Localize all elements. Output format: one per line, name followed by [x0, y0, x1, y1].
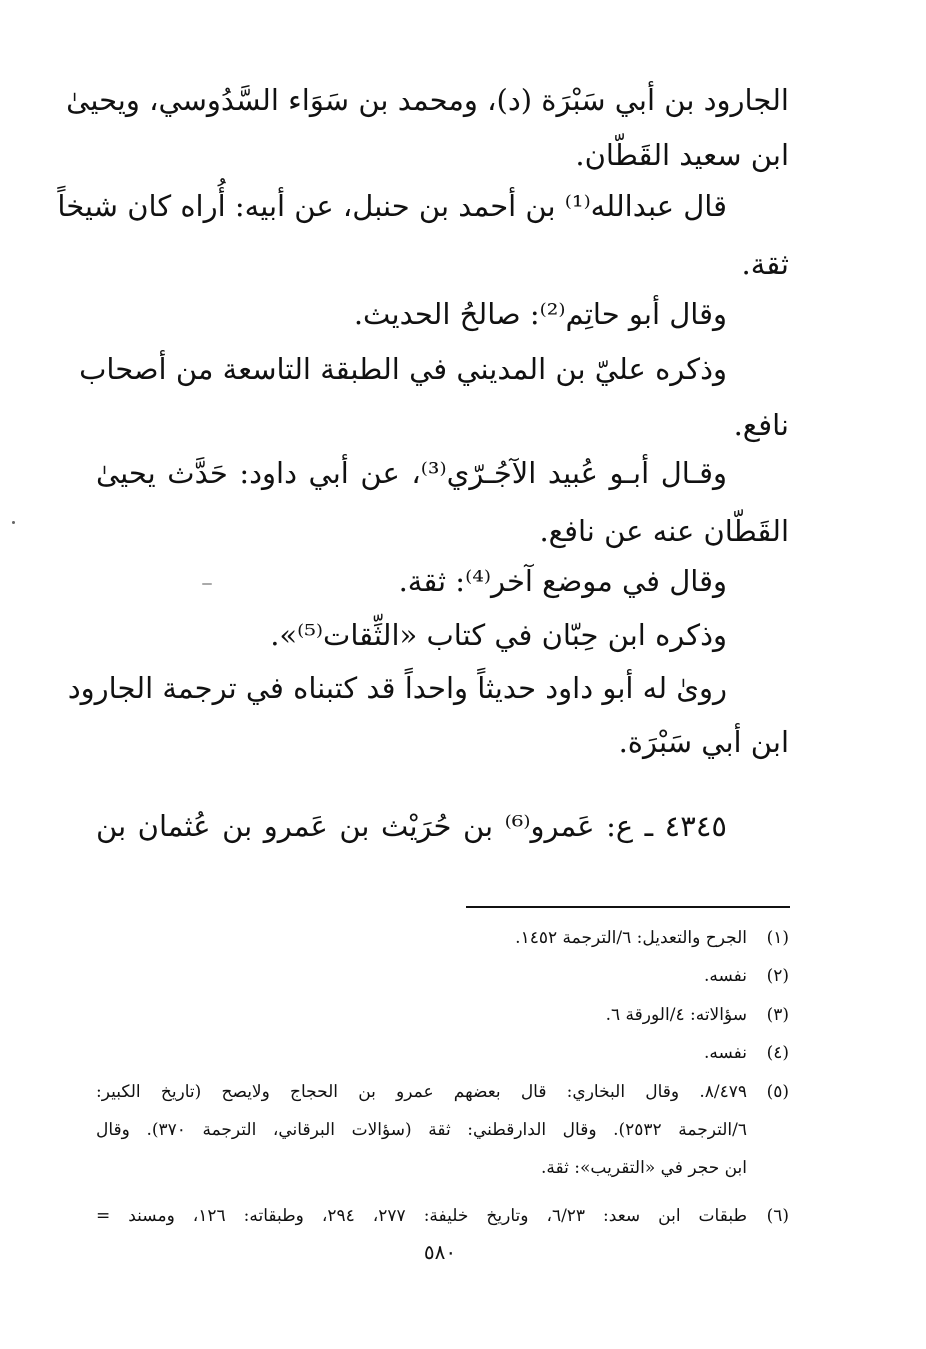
footnote: [96, 966, 789, 990]
footnote-text: طبقات ابن سعد: ٦/٢٣، وتاريخ خليفة: ٢٧٧، ٢٩٤، وطبقاته: ١٢٦، ومسند =: [96, 1206, 747, 1226]
footnote-text: ٨/٤٧٩. وقال البخاري: قال بعضهم عمرو بن الحجاج ولايصح (تاريخ الكبير:: [96, 1082, 747, 1102]
footnote-text: سؤالاته: ٤/الورقة ٦.: [605, 1005, 747, 1025]
footnote-text: ٦/الترجمة ٢٥٣٢). وقال الدارقطني: ثقة (سؤالات البرقاني، الترجمة ٣٧٠). وقال: [96, 1120, 747, 1140]
footnote: [96, 928, 789, 952]
scan-speck: [202, 583, 212, 585]
footnote-text: ابن حجر في «التقريب»: ثقة.: [541, 1158, 747, 1178]
page-number: ٥٨٠: [423, 1240, 457, 1264]
text-line: وذكره عليّ بن المديني في الطبقة التاسعة من أصحاب: [79, 352, 727, 386]
footnote: [96, 1005, 789, 1029]
footnote-number: (١): [766, 928, 789, 948]
footnote: [96, 1082, 789, 1194]
footnote-number: (٥): [766, 1082, 789, 1102]
footnote-separator: [466, 906, 790, 908]
footnote: [96, 1206, 789, 1230]
entry-heading: ٤٣٤٥ ـ ع: عَمرو⁽⁶⁾ بن حُرَيْث بن عَمرو بن عُثمان بن: [96, 809, 727, 843]
footnote-number: (٤): [766, 1043, 789, 1063]
text-line: نافع.: [733, 408, 789, 442]
footnote-number: (٣): [766, 1005, 789, 1025]
text-line: وقال في موضع آخر⁽⁴⁾: ثقة.: [398, 564, 727, 598]
text-line: وقال أبو حاتِم⁽²⁾: صالحُ الحديث.: [353, 297, 727, 331]
footnote-text: نفسه.: [703, 966, 747, 986]
footnote: [96, 1043, 789, 1067]
text-line: ثقة.: [741, 247, 789, 281]
footnote-number: (٦): [766, 1206, 789, 1226]
footnote-number: (٢): [766, 966, 789, 986]
scan-speck: [12, 521, 15, 524]
footnote-text: نفسه.: [703, 1043, 747, 1063]
footnote-text: الجرح والتعديل: ٦/الترجمة ١٤٥٢.: [515, 928, 747, 948]
text-line: القَطّان عنه عن نافع.: [539, 514, 789, 548]
text-line: وذكره ابن حِبّان في كتاب «الثِّقات⁽⁵⁾».: [270, 618, 727, 652]
text-line: وقـال أبـو عُبيد الآجُـرّي⁽³⁾، عن أبي داود: حَدَّث يحيىٰ: [96, 456, 727, 490]
text-line: ابن سعيد القَطّان.: [575, 138, 789, 172]
text-line: قال عبدالله⁽¹⁾ بن أحمد بن حنبل، عن أبيه: أُراه كان شيخاً: [57, 189, 727, 223]
text-line: روىٰ له أبو داود حديثاً واحداً قد كتبناه في ترجمة الجارود: [67, 671, 727, 705]
text-line: الجارود بن أبي سَبْرَة (د)، ومحمد بن سَوَاء السَّدُوسي، ويحيىٰ: [66, 83, 789, 117]
text-line: ابن أبي سَبْرَة.: [618, 725, 789, 759]
